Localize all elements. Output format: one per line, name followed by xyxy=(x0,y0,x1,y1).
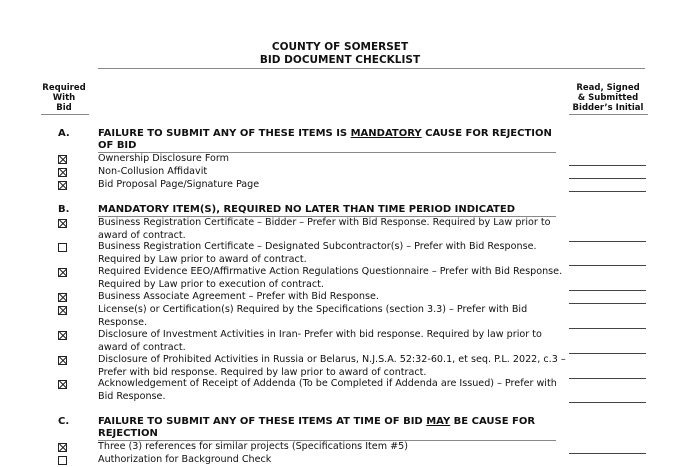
initial-line[interactable] xyxy=(569,241,646,242)
checkbox[interactable] xyxy=(58,268,67,277)
section-title-text: BE CAUSE FOR REJECTION xyxy=(98,416,536,439)
header-line: With xyxy=(52,93,76,103)
initial-line[interactable] xyxy=(569,165,646,166)
section-title-emphasis: MAY xyxy=(426,416,451,427)
checklist-item-text: Acknowledgement of Receipt of Addenda (To be Completed if Addenda are Issued) – Prefer with Bid Response. xyxy=(98,378,557,402)
header-line: Required xyxy=(42,83,86,93)
checkbox[interactable] xyxy=(58,443,67,452)
checklist-item-text: Business Associate Agreement – Prefer with Bid Response. xyxy=(98,291,379,302)
checkbox[interactable] xyxy=(58,293,67,302)
initial-line[interactable] xyxy=(569,402,646,403)
initial-line[interactable] xyxy=(569,453,646,454)
checklist-title: BID DOCUMENT CHECKLIST xyxy=(259,54,421,66)
checklist-item-text: Business Registration Certificate – Designated Subcontractor(s) – Prefer with Bid Response. Required by Law prior to award of contract. xyxy=(98,241,537,265)
initial-line[interactable] xyxy=(569,265,646,266)
checklist-item-text: Disclosure of Investment Activities in Iran- Prefer with bid response. Required by law prior to award of contract. xyxy=(98,329,542,353)
checklist-item-text: Required Evidence EEO/Affirmative Action Regulations Questionnaire – Prefer with Bid Response. Required by Law prior to execution of contract. xyxy=(98,266,563,290)
initial-line[interactable] xyxy=(569,178,646,179)
checkbox[interactable] xyxy=(58,155,67,164)
checkbox[interactable] xyxy=(58,331,67,340)
initial-line[interactable] xyxy=(569,378,646,379)
section-letter: A. xyxy=(58,128,70,139)
section-title-emphasis: MANDATORY xyxy=(350,128,422,139)
initial-line[interactable] xyxy=(569,303,646,304)
initial-line[interactable] xyxy=(569,353,646,354)
header-line: Bidder’s Initial xyxy=(572,103,644,113)
checkbox[interactable] xyxy=(58,219,67,228)
checklist-item-text: Ownership Disclosure Form xyxy=(98,153,230,164)
section-title-text: CAUSE FOR REJECTION OF BID xyxy=(98,128,552,151)
section-title xyxy=(98,416,568,440)
section-title-text: FAILURE TO SUBMIT ANY OF THESE ITEMS IS xyxy=(98,128,351,139)
right-header-rule xyxy=(569,114,648,115)
required-with-bid-header xyxy=(30,83,98,113)
section-title-text: FAILURE TO SUBMIT ANY OF THESE ITEMS AT TIME OF BID xyxy=(98,416,427,427)
header-line: Read, Signed xyxy=(576,83,640,93)
initial-line[interactable] xyxy=(569,191,646,192)
checklist-item-text: Authorization for Background Check xyxy=(98,454,272,465)
checkbox[interactable] xyxy=(58,306,67,315)
checklist-item-text: Bid Proposal Page/Signature Page xyxy=(98,179,260,190)
checkbox[interactable] xyxy=(58,456,67,465)
checklist-item-text: Disclosure of Prohibited Activities in Russia or Belarus, N.J.S.A. 52:32-60.1, et seq. P.L. 2022, c.3 – Prefer with bid response. Required by law prior to award of contract. xyxy=(98,354,566,378)
title-rule xyxy=(98,68,645,69)
checklist-item-text: License(s) or Certification(s) Required by the Specifications (section 3.3) – Prefer with Bid Response. xyxy=(98,304,528,328)
initial-line[interactable] xyxy=(569,328,646,329)
section-title xyxy=(98,204,568,216)
county-title: COUNTY OF SOMERSET xyxy=(271,41,409,53)
section-title-text: MANDATORY ITEM(S), REQUIRED NO LATER THAN TIME PERIOD INDICATED xyxy=(98,204,515,215)
left-header-rule xyxy=(41,114,89,115)
checklist-item-text: Three (3) references for similar projects (Specifications Item #5) xyxy=(98,441,408,452)
section-letter: B. xyxy=(58,204,70,215)
header-line: Bid xyxy=(56,103,72,113)
initial-line[interactable] xyxy=(569,290,646,291)
section-letter: C. xyxy=(58,416,70,427)
section-title xyxy=(98,128,568,152)
checkbox[interactable] xyxy=(58,181,67,190)
checkbox[interactable] xyxy=(58,380,67,389)
checklist-item-text: Non-Collusion Affidavit xyxy=(98,166,208,177)
header-line: & Submitted xyxy=(577,93,639,103)
bidder-initial-header xyxy=(560,83,656,113)
checkbox[interactable] xyxy=(58,356,67,365)
checkbox[interactable] xyxy=(58,243,67,252)
checkbox[interactable] xyxy=(58,168,67,177)
checklist-item-text: Business Registration Certificate – Bidder – Prefer with Bid Response. Required by Law prior to award of contract. xyxy=(98,217,551,241)
